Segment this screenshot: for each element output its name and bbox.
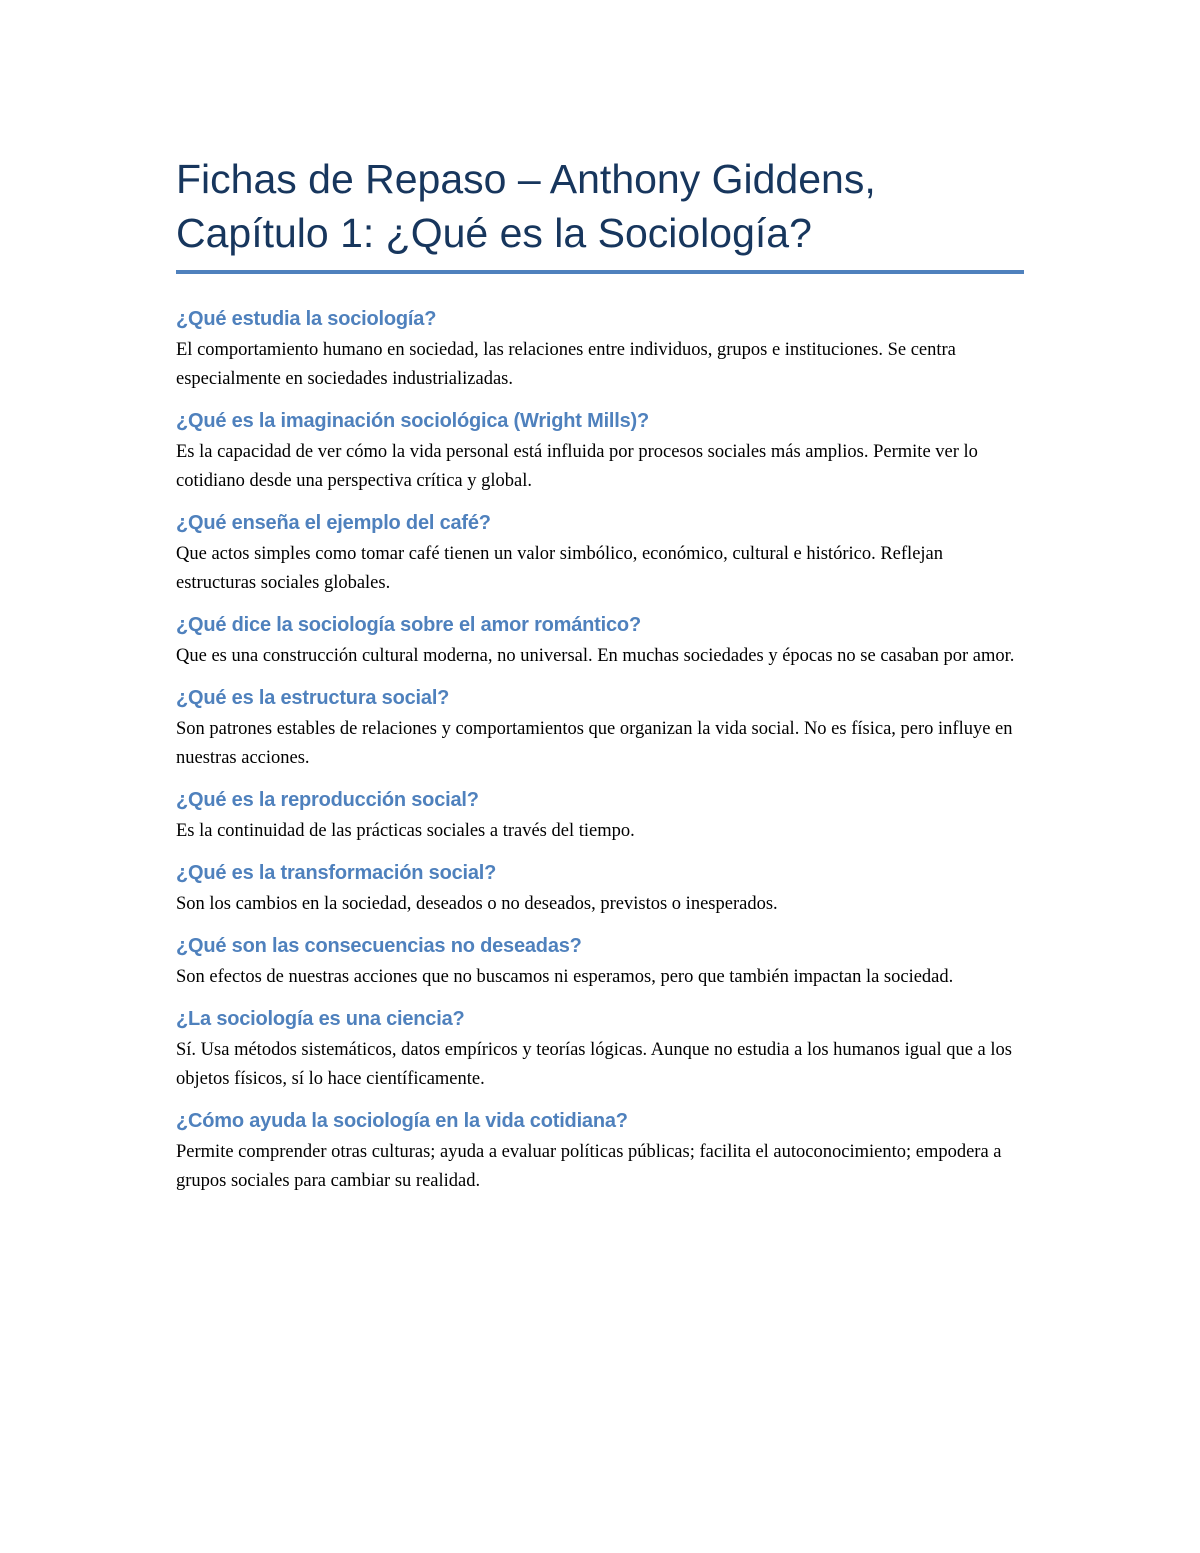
flashcard-answer: Permite comprender otras culturas; ayuda a evaluar políticas públicas; facilita el autoconocimiento; empodera a grupos sociales para cambiar su realidad.: [176, 1142, 1002, 1191]
flashcard-question: ¿Qué es la transformación social?: [176, 862, 497, 884]
title-underline-rule: [176, 270, 1024, 274]
flashcard-answer: Que actos simples como tomar café tienen un valor simbólico, económico, cultural e histórico. Reflejan estructuras sociales globales.: [176, 544, 944, 593]
flashcard-question: ¿Qué dice la sociología sobre el amor romántico?: [176, 614, 641, 636]
flashcard-question: ¿Cómo ayuda la sociología en la vida cotidiana?: [176, 1110, 628, 1132]
flashcard-list: [176, 306, 1024, 1196]
flashcard-question: ¿Qué enseña el ejemplo del café?: [176, 512, 491, 534]
flashcard: [176, 685, 1024, 773]
document-title: [176, 152, 1024, 260]
flashcard-question: ¿La sociología es una ciencia?: [176, 1008, 465, 1030]
flashcard: [176, 306, 1024, 394]
flashcard: [176, 510, 1024, 598]
flashcard: [176, 1108, 1024, 1196]
flashcard-answer: Es la capacidad de ver cómo la vida personal está influida por procesos sociales más amplios. Permite ver lo cotidiano desde una perspectiva crítica y global.: [176, 442, 978, 491]
flashcard-question: ¿Qué es la imaginación sociológica (Wright Mills)?: [176, 410, 650, 432]
flashcard-answer: Son los cambios en la sociedad, deseados o no deseados, previstos o inesperados.: [176, 894, 778, 914]
flashcard: [176, 787, 1024, 846]
flashcard-answer: Es la continuidad de las prácticas sociales a través del tiempo.: [176, 821, 635, 841]
flashcard: [176, 933, 1024, 992]
flashcard-answer: Son efectos de nuestras acciones que no buscamos ni esperamos, pero que también impactan la sociedad.: [176, 967, 954, 987]
flashcard-answer: El comportamiento humano en sociedad, las relaciones entre individuos, grupos e instituciones. Se centra especialmente en sociedades industrializadas.: [176, 340, 956, 389]
flashcard: [176, 612, 1024, 671]
flashcard: [176, 860, 1024, 919]
document-title-line-1: Fichas de Repaso – Anthony Giddens,: [176, 156, 876, 202]
flashcard-question: ¿Qué es la reproducción social?: [176, 789, 479, 811]
flashcard: [176, 1006, 1024, 1094]
flashcard: [176, 408, 1024, 496]
flashcard-question: ¿Qué estudia la sociología?: [176, 308, 437, 330]
document-page: [176, 152, 1024, 1210]
flashcard-answer: Son patrones estables de relaciones y comportamientos que organizan la vida social. No es física, pero influye en nuestras acciones.: [176, 719, 1013, 768]
flashcard-answer: Sí. Usa métodos sistemáticos, datos empíricos y teorías lógicas. Aunque no estudia a los humanos igual que a los objetos físicos, sí lo hace científicamente.: [176, 1040, 1012, 1089]
flashcard-question: ¿Qué son las consecuencias no deseadas?: [176, 935, 582, 957]
flashcard-answer: Que es una construcción cultural moderna, no universal. En muchas sociedades y épocas no se casaban por amor.: [176, 646, 1015, 666]
flashcard-question: ¿Qué es la estructura social?: [176, 687, 450, 709]
document-title-line-2: Capítulo 1: ¿Qué es la Sociología?: [176, 210, 812, 256]
